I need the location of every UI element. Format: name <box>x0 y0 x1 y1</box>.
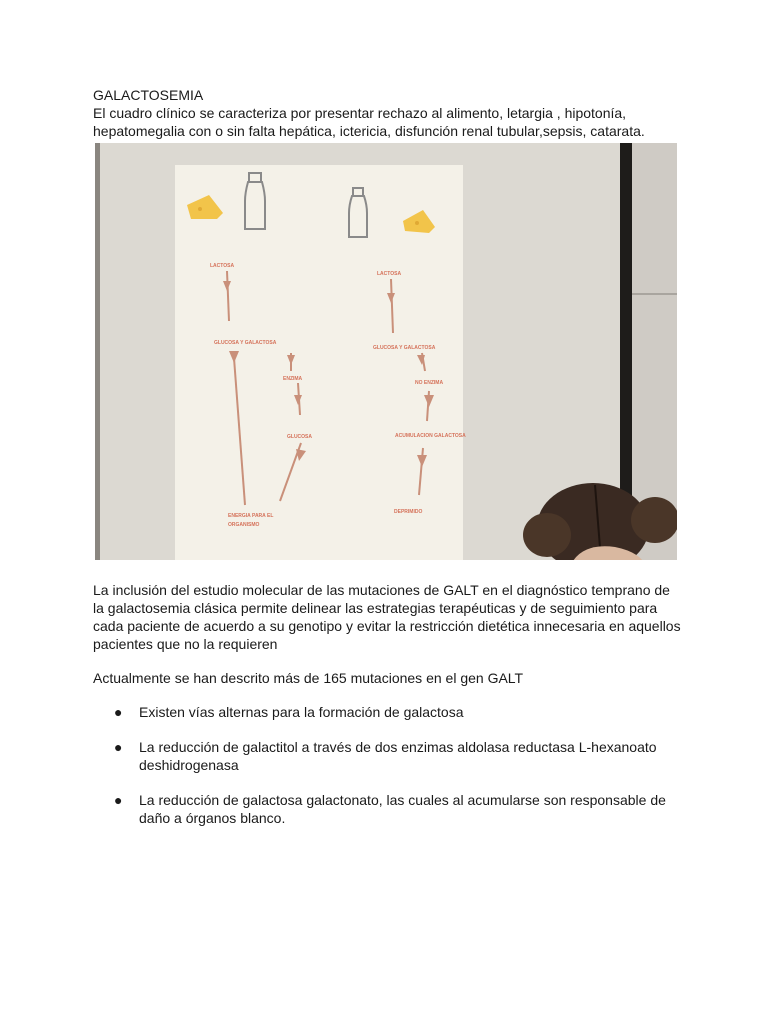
list-item-text: La reducción de galactitol a través de dos enzimas aldolasa reductasa L-hexanoato deshidrogenasa <box>139 739 657 773</box>
paragraph-galt-study: La inclusión del estudio molecular de las mutaciones de GALT en el diagnóstico temprano de la galactosemia clásica permite delinear las estrategias terapéuticas y de seguimiento para cada paciente de acuerdo a su genotipo y evitar la restricción dietética innecesaria en aquellos pacientes que no la requieren <box>93 582 681 652</box>
right-label-3: NO ENZIMA <box>415 380 444 386</box>
list-item <box>93 738 683 774</box>
list-item-text: La reducción de galactosa galactonato, las cuales al acumularse son responsable de daño a órganos blanco. <box>139 792 666 826</box>
right-label-2: GLUCOSA Y GALACTOSA <box>373 345 436 351</box>
right-label-1: LACTOSA <box>377 271 402 277</box>
intro-paragraph: El cuadro clínico se caracteriza por presentar rechazo al alimento, letargia , hipotonía, hepatomegalia con o sin falta hepática, ictericia, disfunción renal tubular,sepsis, catarata. <box>93 105 645 139</box>
right-label-4: ACUMULACION GALACTOSA <box>395 433 466 439</box>
bullet-marker: ● <box>114 792 123 808</box>
list-item-text: Existen vías alternas para la formación de galactosa <box>139 704 464 720</box>
left-label-5: ENERGIA PARA EL <box>228 513 274 519</box>
left-label-1: LACTOSA <box>210 263 235 269</box>
left-label-6: ORGANISMO <box>228 522 260 528</box>
bullet-marker: ● <box>114 739 123 755</box>
left-label-3: ENZIMA <box>283 376 303 382</box>
bullet-marker: ● <box>114 704 123 720</box>
document-title: GALACTOSEMIA <box>93 87 204 103</box>
list-item <box>93 791 683 827</box>
slide-photo-drawing <box>95 143 677 560</box>
document-page <box>93 86 683 844</box>
right-label-5: DEPRIMIDO <box>394 509 423 515</box>
list-item <box>93 703 683 721</box>
left-label-4: GLUCOSA <box>287 434 312 440</box>
slide-photo <box>95 143 677 560</box>
bullet-list <box>93 703 683 827</box>
left-label-2: GLUCOSA Y GALACTOSA <box>214 340 277 346</box>
paragraph-mutations: Actualmente se han descrito más de 165 mutaciones en el gen GALT <box>93 670 524 686</box>
